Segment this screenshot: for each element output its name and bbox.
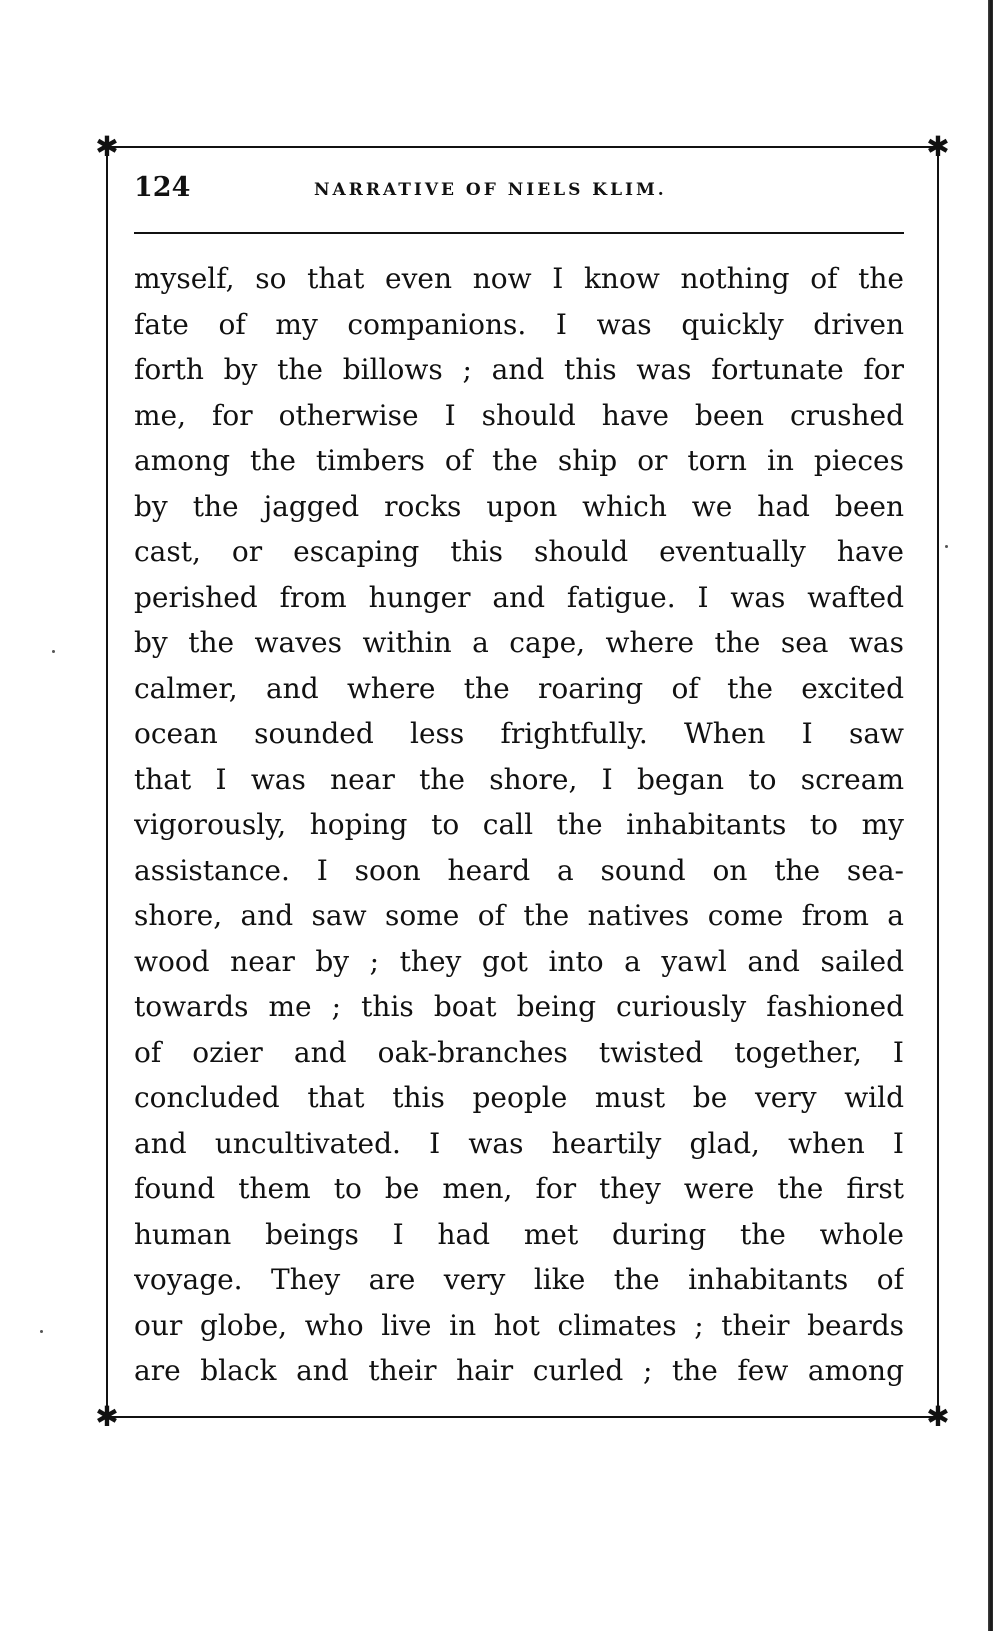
text-line: are black and their hair curled ; the few among [134,1354,904,1387]
text-line: me, for otherwise I should have been crushed [134,398,904,432]
corner-star-icon: ✱ [95,130,119,163]
text-line: calmer, and where the roaring of the excited [134,671,904,705]
running-title: NARRATIVE OF NIELS KLIM. [314,180,667,200]
text-line: voyage. They are very like the inhabitants of [134,1263,904,1296]
corner-star-icon: ✱ [926,1400,950,1433]
scan-speck [40,1330,43,1333]
text-line: concluded that this people must be very wild [134,1081,904,1114]
text-line: found them to be men, for they were the first [134,1172,904,1205]
text-line: shore, and saw some of the natives come from a [134,899,904,932]
text-line: assistance. I soon heard a sound on the sea- [134,853,904,887]
text-line: ocean sounded less frightfully. When I saw [134,717,904,750]
body-text [134,256,904,1394]
text-line: cast, or escaping this should eventually have [134,535,904,568]
text-line: perished from hunger and fatigue. I was wafted [134,580,904,614]
text-line: vigorously, hoping to call the inhabitants to my [134,808,904,841]
header-rule [134,232,904,234]
frame-left-rule [106,146,108,1418]
text-line: that I was near the shore, I began to scream [134,762,904,796]
frame-right-rule [937,146,939,1418]
text-line: among the timbers of the ship or torn in pieces [134,444,904,477]
text-line: towards me ; this boat being curiously fashioned [134,990,904,1023]
text-line: our globe, who live in hot climates ; their beards [134,1308,904,1342]
scan-speck [945,545,948,548]
page-number: 124 [134,172,191,203]
text-line: fate of my companions. I was quickly driven [134,307,904,341]
page-edge-shadow [988,0,993,1631]
text-line: by the waves within a cape, where the sea was [134,626,904,659]
text-line: and uncultivated. I was heartily glad, when I [134,1126,904,1160]
text-line: wood near by ; they got into a yawl and sailed [134,944,904,978]
page-header [134,172,904,212]
scan-speck [52,650,55,653]
text-line: human beings I had met during the whole [134,1217,904,1251]
text-line: of ozier and oak-branches twisted together, I [134,1035,904,1069]
corner-star-icon: ✱ [95,1400,119,1433]
frame-bottom-rule [106,1416,939,1418]
text-line: by the jagged rocks upon which we had been [134,489,904,523]
corner-star-icon: ✱ [926,130,950,163]
text-line: myself, so that even now I know nothing of the [134,262,904,295]
text-line: forth by the billows ; and this was fortunate for [134,353,904,386]
frame-top-rule [106,146,939,148]
